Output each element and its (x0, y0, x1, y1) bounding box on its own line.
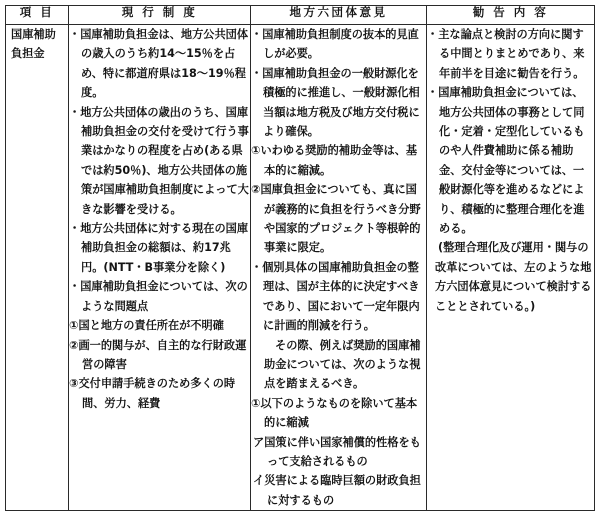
paragraph: ②国庫負担金についても、真に国が義務的に負担を行うべき分野や国家的プロジェクト等根幹的事業に限定。 (251, 183, 421, 255)
paragraph: (整理合理化及び運用・関与の改革については、左のような地方六団体意見について検討することとされている。) (435, 241, 592, 313)
table-body (6, 25, 595, 511)
cell-recommendation (427, 25, 595, 511)
paragraph: ・地方公共団体の歳出のうち、国庫補助負担金の交付を受けて行う事業はかなりの程度を占め(ある県では約50％)、地方公共団体の施策が国庫補助負担制度によって大きな影響を受ける。 (69, 105, 249, 216)
paragraph: ①いわゆる奨励的補助金等は、基本的に縮減。 (251, 144, 418, 177)
cell-current-system (69, 25, 251, 511)
paragraph: ・地方公共団体に対する現在の国庫補助負担金の総額は、約17兆円。(NTT・B事業分を除く) (69, 222, 249, 274)
local-six-opinion-content (251, 25, 426, 510)
item-label-block (11, 25, 68, 64)
cell-item (6, 25, 69, 511)
paragraph: ・主な論点と検討の方向に関する中間とりまとめであり、来年前半を目途に勧告を行う。 (427, 28, 585, 80)
item-label-line: 負担金 (11, 47, 45, 61)
paragraph: イ災害による臨時巨額の財政負担に対するもの (253, 474, 421, 507)
paragraph: ・国庫補助負担制度の抜本的見直しが必要。 (251, 28, 419, 61)
paragraph: ③交付申請手続きのため多くの時間、労力、経費 (69, 377, 236, 410)
table-row (6, 25, 595, 511)
table-header-row (6, 6, 595, 25)
paragraph: ・個別具体の国庫補助負担金の整理は、国が主体的に決定すべきであり、国において一定年限内に計画的削減を行う。 (251, 260, 420, 333)
paragraph: ①国と地方の責任所在が不明確 (69, 319, 224, 333)
current-system-content (69, 25, 250, 413)
paragraph: ・国庫補助負担金については、次のような問題点 (69, 280, 248, 313)
recommendation-content (427, 25, 594, 316)
paragraph: ・国庫補助負担金については、地方公共団体の事務として同化・定着・定型化しているものや人件費補助に係る補助金、交付金等については、一般財源化等を進めるなどにより、積極的に整理合理化を進める。 (427, 86, 585, 236)
paragraph: ・国庫補助負担金の一般財源化を積極的に推進し、一般財源化相当額は地方税及び地方交付税により確保。 (251, 66, 420, 139)
paragraph: ②画一的関与が、自主的な行財政運営の障害 (69, 338, 247, 371)
paragraph: ・国庫補助負担金は、地方公共団体の歳入のうち約14〜15％を占め、特に都道府県は18〜19％程度。 (69, 28, 249, 100)
column-header-item: 項 目 (6, 6, 69, 25)
comparison-table (5, 5, 595, 511)
column-header-current-system: 現 行 制 度 (69, 6, 251, 25)
paragraph: ア国策に伴い国家補償的性格をもって支給されるもの (253, 435, 421, 468)
column-header-local-six-opinion: 地方六団体意見 (251, 6, 427, 25)
column-header-recommendation: 勧 告 内 容 (427, 6, 595, 25)
paragraph: ①以下のようなものを除いて基本的に縮減 (251, 396, 418, 430)
cell-local-six-opinion (251, 25, 427, 511)
item-label-line: 国庫補助 (11, 28, 56, 41)
paragraph: その際、例えば奨励的国庫補助金については、次のような視点を踏まえるべき。 (264, 338, 421, 391)
